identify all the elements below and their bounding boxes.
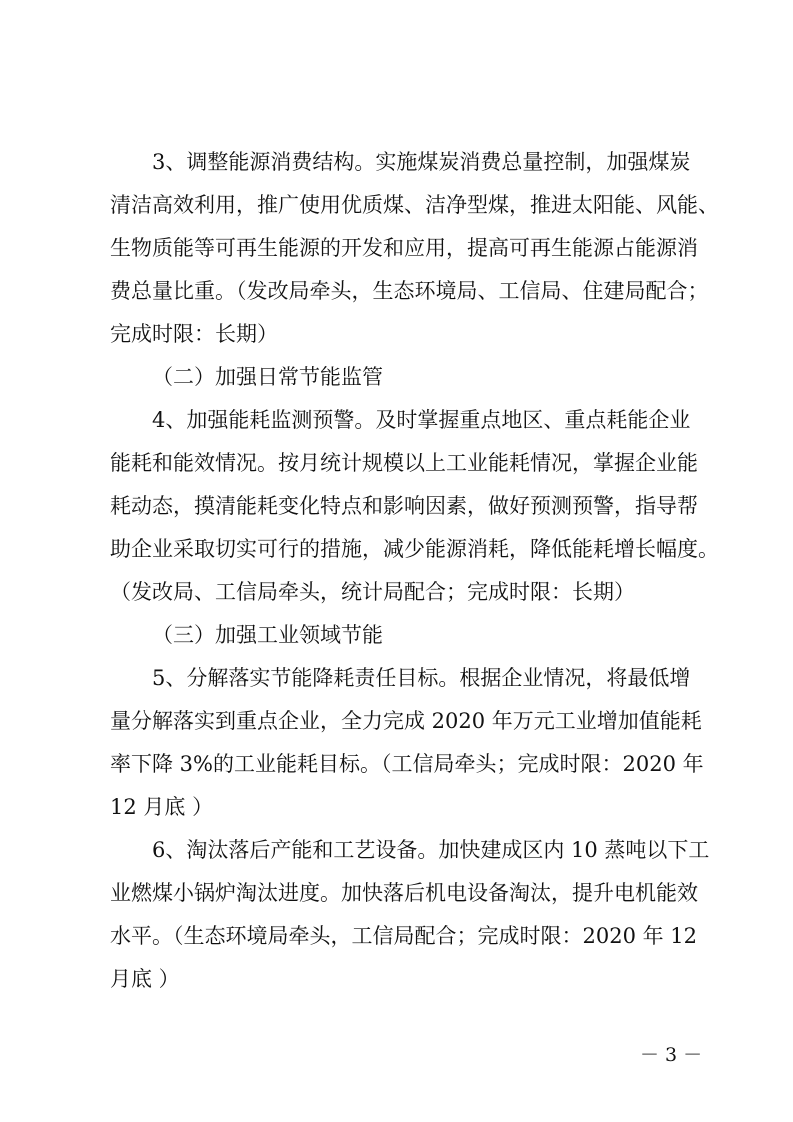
paragraph-3-line-4: 费总量比重。（发改局牵头，生态环境局、工信局、住建局配合； [110, 279, 709, 303]
paragraph-4-line-5: （发改局、工信局牵头，统计局配合；完成时限：长期） [110, 580, 635, 604]
paragraph-5-line-1: 5、分解落实节能降耗责任目标。根据企业情况，将最低增 [152, 666, 691, 690]
paragraph-3-line-5: 完成时限：长期） [110, 322, 278, 346]
paragraph-5-line-4: 12 月底 ） [110, 795, 214, 819]
paragraph-6-line-1: 6、淘汰落后产能和工艺设备。加快建成区内 10 蒸吨以下工 [152, 838, 710, 862]
section-heading-3: （三）加强工业领域节能 [152, 623, 383, 647]
paragraph-4-line-1: 4、加强能耗监测预警。及时掌握重点地区、重点耗能企业 [152, 408, 691, 432]
paragraph-5-line-3: 率下降 3%的工业能耗目标。（工信局牵头；完成时限：2020 年 [110, 752, 704, 776]
paragraph-6-line-4: 月底 ） [110, 967, 180, 991]
page-number: － 3 － [640, 1044, 703, 1066]
paragraph-4-line-4: 助企业采取切实可行的措施，减少能源消耗，降低能耗增长幅度。 [110, 537, 719, 561]
paragraph-6-line-2: 业燃煤小锅炉淘汰进度。加快落后机电设备淘汰，提升电机能效 [110, 881, 698, 905]
paragraph-4-line-3: 耗动态，摸清能耗变化特点和影响因素，做好预测预警，指导帮 [110, 494, 698, 518]
paragraph-3-line-2: 清洁高效利用，推广使用优质煤、洁净型煤，推进太阳能、风能、 [110, 193, 719, 217]
paragraph-6-line-3: 水平。（生态环境局牵头，工信局配合；完成时限：2020 年 12 [110, 924, 698, 948]
paragraph-3-line-1: 3、调整能源消费结构。实施煤炭消费总量控制，加强煤炭 [152, 150, 691, 174]
paragraph-4-line-2: 能耗和能效情况。按月统计规模以上工业能耗情况，掌握企业能 [110, 451, 698, 475]
paragraph-5-line-2: 量分解落实到重点企业，全力完成 2020 年万元工业增加值能耗 [110, 709, 702, 733]
paragraph-3-line-3: 生物质能等可再生能源的开发和应用，提高可再生能源占能源消 [110, 236, 698, 260]
section-heading-2: （二）加强日常节能监管 [152, 365, 383, 389]
